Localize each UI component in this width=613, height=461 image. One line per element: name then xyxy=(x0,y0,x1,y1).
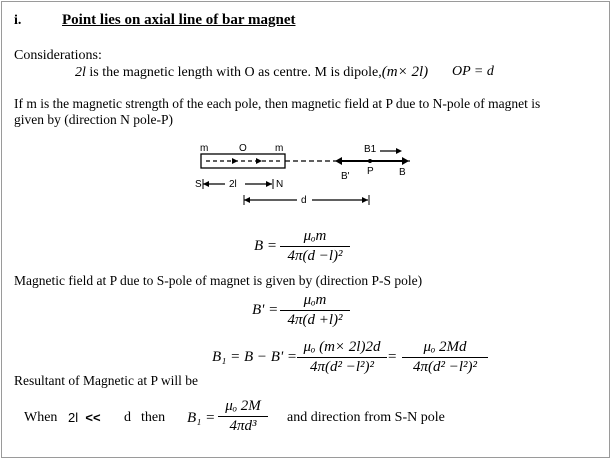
eq3-fraction-1 xyxy=(297,339,387,376)
cond-much-less: << xyxy=(85,410,101,425)
label-b1: B1 xyxy=(364,144,377,155)
eq3-denominator-2: 4π(d² −l²)² xyxy=(412,359,478,375)
final-condition xyxy=(68,410,101,425)
eq1-denominator: 4π(d −l)² xyxy=(287,248,343,264)
b1-arrow xyxy=(396,148,402,154)
final-lhs: B₁ = xyxy=(187,410,216,426)
final-denominator: 4πd³ xyxy=(229,418,257,434)
eq2-fraction xyxy=(280,292,350,329)
label-p: P xyxy=(367,166,374,177)
considerations-text: is the magnetic length with O as centre. M is dipole, xyxy=(89,65,382,80)
intro-line-2: given by (direction N pole-P) xyxy=(14,112,173,127)
label-s: S xyxy=(195,179,202,190)
label-bprime: B' xyxy=(341,171,350,182)
dipole-expression: (m× 2l) xyxy=(381,64,429,80)
point-p xyxy=(368,159,372,163)
final-fraction xyxy=(218,398,268,435)
eq2-numerator: μₒm xyxy=(280,292,350,311)
eq3-numerator-1: μₒ (m× 2l)2d xyxy=(297,339,387,358)
final-when: When xyxy=(24,410,58,425)
b-arrow xyxy=(402,157,409,165)
eq1-lhs: B = xyxy=(254,238,278,254)
label-m-right: m xyxy=(275,143,284,154)
section-title: Point lies on axial line of bar magnet xyxy=(62,12,296,28)
label-d: d xyxy=(301,195,307,206)
bprime-arrow xyxy=(335,157,342,165)
eq3-lhs: B₁ = B − B' = xyxy=(212,349,298,365)
eq3-denominator-1: 4π(d² −l²)² xyxy=(309,359,375,375)
cond-d: d xyxy=(124,410,131,425)
eq1-numerator: μₒm xyxy=(280,228,350,247)
spole-text: Magnetic field at P due to S-pole of magnet is given by (direction P-S pole) xyxy=(14,273,423,288)
eq3-fraction-2 xyxy=(402,339,488,376)
final-then: then xyxy=(141,410,166,425)
eq2-lhs: B' = xyxy=(252,302,279,318)
final-direction: and direction from S-N pole xyxy=(287,410,445,425)
cond-2l: 2l xyxy=(68,410,79,425)
label-b: B xyxy=(399,167,406,178)
eq3-numerator-2: μₒ 2Md xyxy=(402,339,488,358)
label-2l: 2l xyxy=(229,179,237,190)
label-n: N xyxy=(276,179,284,190)
eq2-denominator: 4π(d +l)² xyxy=(287,312,343,328)
final-numerator: μₒ 2M xyxy=(218,398,268,417)
label-m-left: m xyxy=(200,143,209,154)
eq1-fraction xyxy=(280,228,350,265)
label-o: O xyxy=(239,143,247,154)
resultant-text: Resultant of Magnetic at P will be xyxy=(14,373,198,388)
intro-line-1: If m is the magnetic strength of the each pole, then magnetic field at P due to N-pole of magnet is xyxy=(14,96,541,111)
bar-magnet-diagram xyxy=(192,140,422,212)
section-number: i. xyxy=(14,13,22,28)
length-symbol: 2l xyxy=(75,65,86,80)
considerations-line xyxy=(75,64,428,81)
considerations-label: Considerations: xyxy=(14,48,102,63)
eq3-equals: = xyxy=(388,349,397,365)
op-expression: OP = d xyxy=(452,64,494,79)
